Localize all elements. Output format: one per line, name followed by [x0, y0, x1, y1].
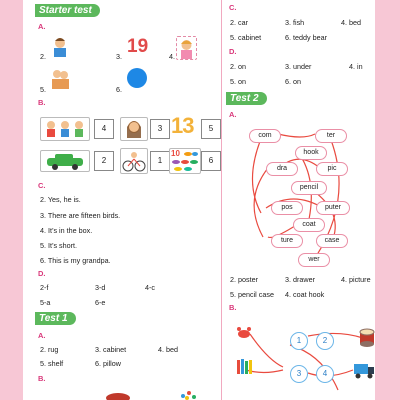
right-c-answer-4: 4. bed — [341, 18, 361, 27]
right-c-answer-3: 3. fish — [285, 18, 305, 27]
syllable-pencil: pencil — [291, 181, 327, 195]
syllable-wer: wer — [298, 253, 330, 267]
right-c-answer-6: 6. teddy bear — [285, 33, 327, 42]
number-10-label: 10 — [171, 149, 180, 158]
test2-part-b-label: B. — [229, 303, 237, 312]
part-c-line-3: 3. There are fifteen birds. — [40, 211, 121, 220]
bike-picture — [120, 148, 148, 174]
test2-word-3: 3. drawer — [285, 275, 315, 284]
part-c-line-2: 2. Yes, he is. — [40, 195, 81, 204]
test1-part-b-pictures — [83, 388, 223, 400]
starter-part-a-label: A. — [38, 22, 46, 31]
answer-box-4: 2 — [94, 151, 114, 171]
test2-word-6: 4. coat hook — [285, 290, 325, 299]
syllable-com: com — [249, 129, 281, 143]
syllable-ture: ture — [271, 234, 303, 248]
right-d-answer-4: 4. in — [349, 62, 363, 71]
right-c-answer-2: 2. car — [230, 18, 248, 27]
answer-box-3: 5 — [201, 119, 221, 139]
right-part-c-label: C. — [229, 3, 237, 12]
syllable-puter: puter — [316, 201, 350, 215]
right-d-answer-3: 3. under — [285, 62, 312, 71]
starter-part-d-label: D. — [38, 269, 46, 278]
answer-box-6: 6 — [201, 151, 221, 171]
test2-word-5: 5. pencil case — [230, 290, 274, 299]
option-5: 5. — [40, 85, 46, 94]
match-2: 2-f — [40, 283, 49, 292]
test2-word-4: 4. picture — [341, 275, 371, 284]
number-circle-1: 1 — [290, 332, 308, 350]
test-1-title: Test 1 — [35, 312, 76, 325]
match-5: 5-a — [40, 298, 51, 307]
blue-circle-picture — [127, 68, 147, 88]
number-19-picture: 19 — [127, 36, 149, 57]
right-d-answer-2: 2. on — [230, 62, 246, 71]
syllable-ter: ter — [315, 129, 347, 143]
number-circle-3: 3 — [290, 365, 308, 383]
starter-part-b-label: B. — [38, 98, 46, 107]
test2-word-2: 2. poster — [230, 275, 258, 284]
answer-box-5: 1 — [150, 151, 170, 171]
syllable-coat: coat — [293, 218, 325, 232]
right-part-d-label: D. — [229, 47, 237, 56]
syllable-hook: hook — [295, 146, 327, 160]
test2-part-a-label: A. — [229, 110, 237, 119]
car-picture — [40, 150, 90, 172]
number-circle-4: 4 — [316, 365, 334, 383]
family-picture — [51, 67, 70, 90]
test1-answer-2: 2. rug — [40, 345, 59, 354]
option-2: 2. — [40, 52, 46, 61]
test1-answer-6: 6. pillow — [95, 359, 121, 368]
syllable-dra: dra — [266, 162, 298, 176]
answer-box-1: 4 — [94, 119, 114, 139]
right-d-answer-6: 6. on — [285, 77, 301, 86]
kids-playing-picture — [40, 117, 90, 141]
right-c-answer-5: 5. cabinet — [230, 33, 262, 42]
syllable-pos: pos — [271, 201, 303, 215]
test-2-title: Test 2 — [226, 92, 267, 105]
answer-box-2: 3 — [150, 119, 170, 139]
test1-part-a-label: A. — [38, 331, 46, 340]
match-6: 6-e — [95, 298, 106, 307]
test1-answer-4: 4. bed — [158, 345, 178, 354]
column-divider — [221, 0, 222, 400]
match-3: 3-d — [95, 283, 106, 292]
number-circle-2: 2 — [316, 332, 334, 350]
truck-picture — [353, 360, 375, 380]
answer-key-page — [23, 0, 375, 400]
ten-fish-picture — [169, 148, 201, 174]
match-4: 4-c — [145, 283, 155, 292]
starter-part-c-label: C. — [38, 181, 46, 190]
syllable-case: case — [316, 234, 348, 248]
test1-answer-5: 5. shelf — [40, 359, 64, 368]
crab-picture — [236, 326, 252, 340]
option-6: 6. — [116, 85, 122, 94]
boy-picture — [51, 36, 69, 58]
starter-test-title: Starter test — [35, 4, 100, 17]
syllable-pic: pic — [316, 162, 348, 176]
option-3: 3. — [116, 52, 122, 61]
test1-part-b-label: B. — [38, 374, 46, 383]
right-d-answer-5: 5. on — [230, 77, 246, 86]
girl-picture — [176, 36, 197, 60]
part-c-line-4: 4. It’s in the box. — [40, 226, 93, 235]
drum-picture — [359, 326, 375, 348]
part-c-line-5: 5. It’s short. — [40, 241, 78, 250]
crayons-picture — [235, 356, 255, 376]
woman-picture — [120, 117, 148, 141]
part-c-line-6: 6. This is my grandpa. — [40, 256, 111, 265]
number-13-picture: 13 — [171, 113, 194, 138]
test1-answer-3: 3. cabinet — [95, 345, 127, 354]
option-4: 4. — [169, 52, 175, 61]
